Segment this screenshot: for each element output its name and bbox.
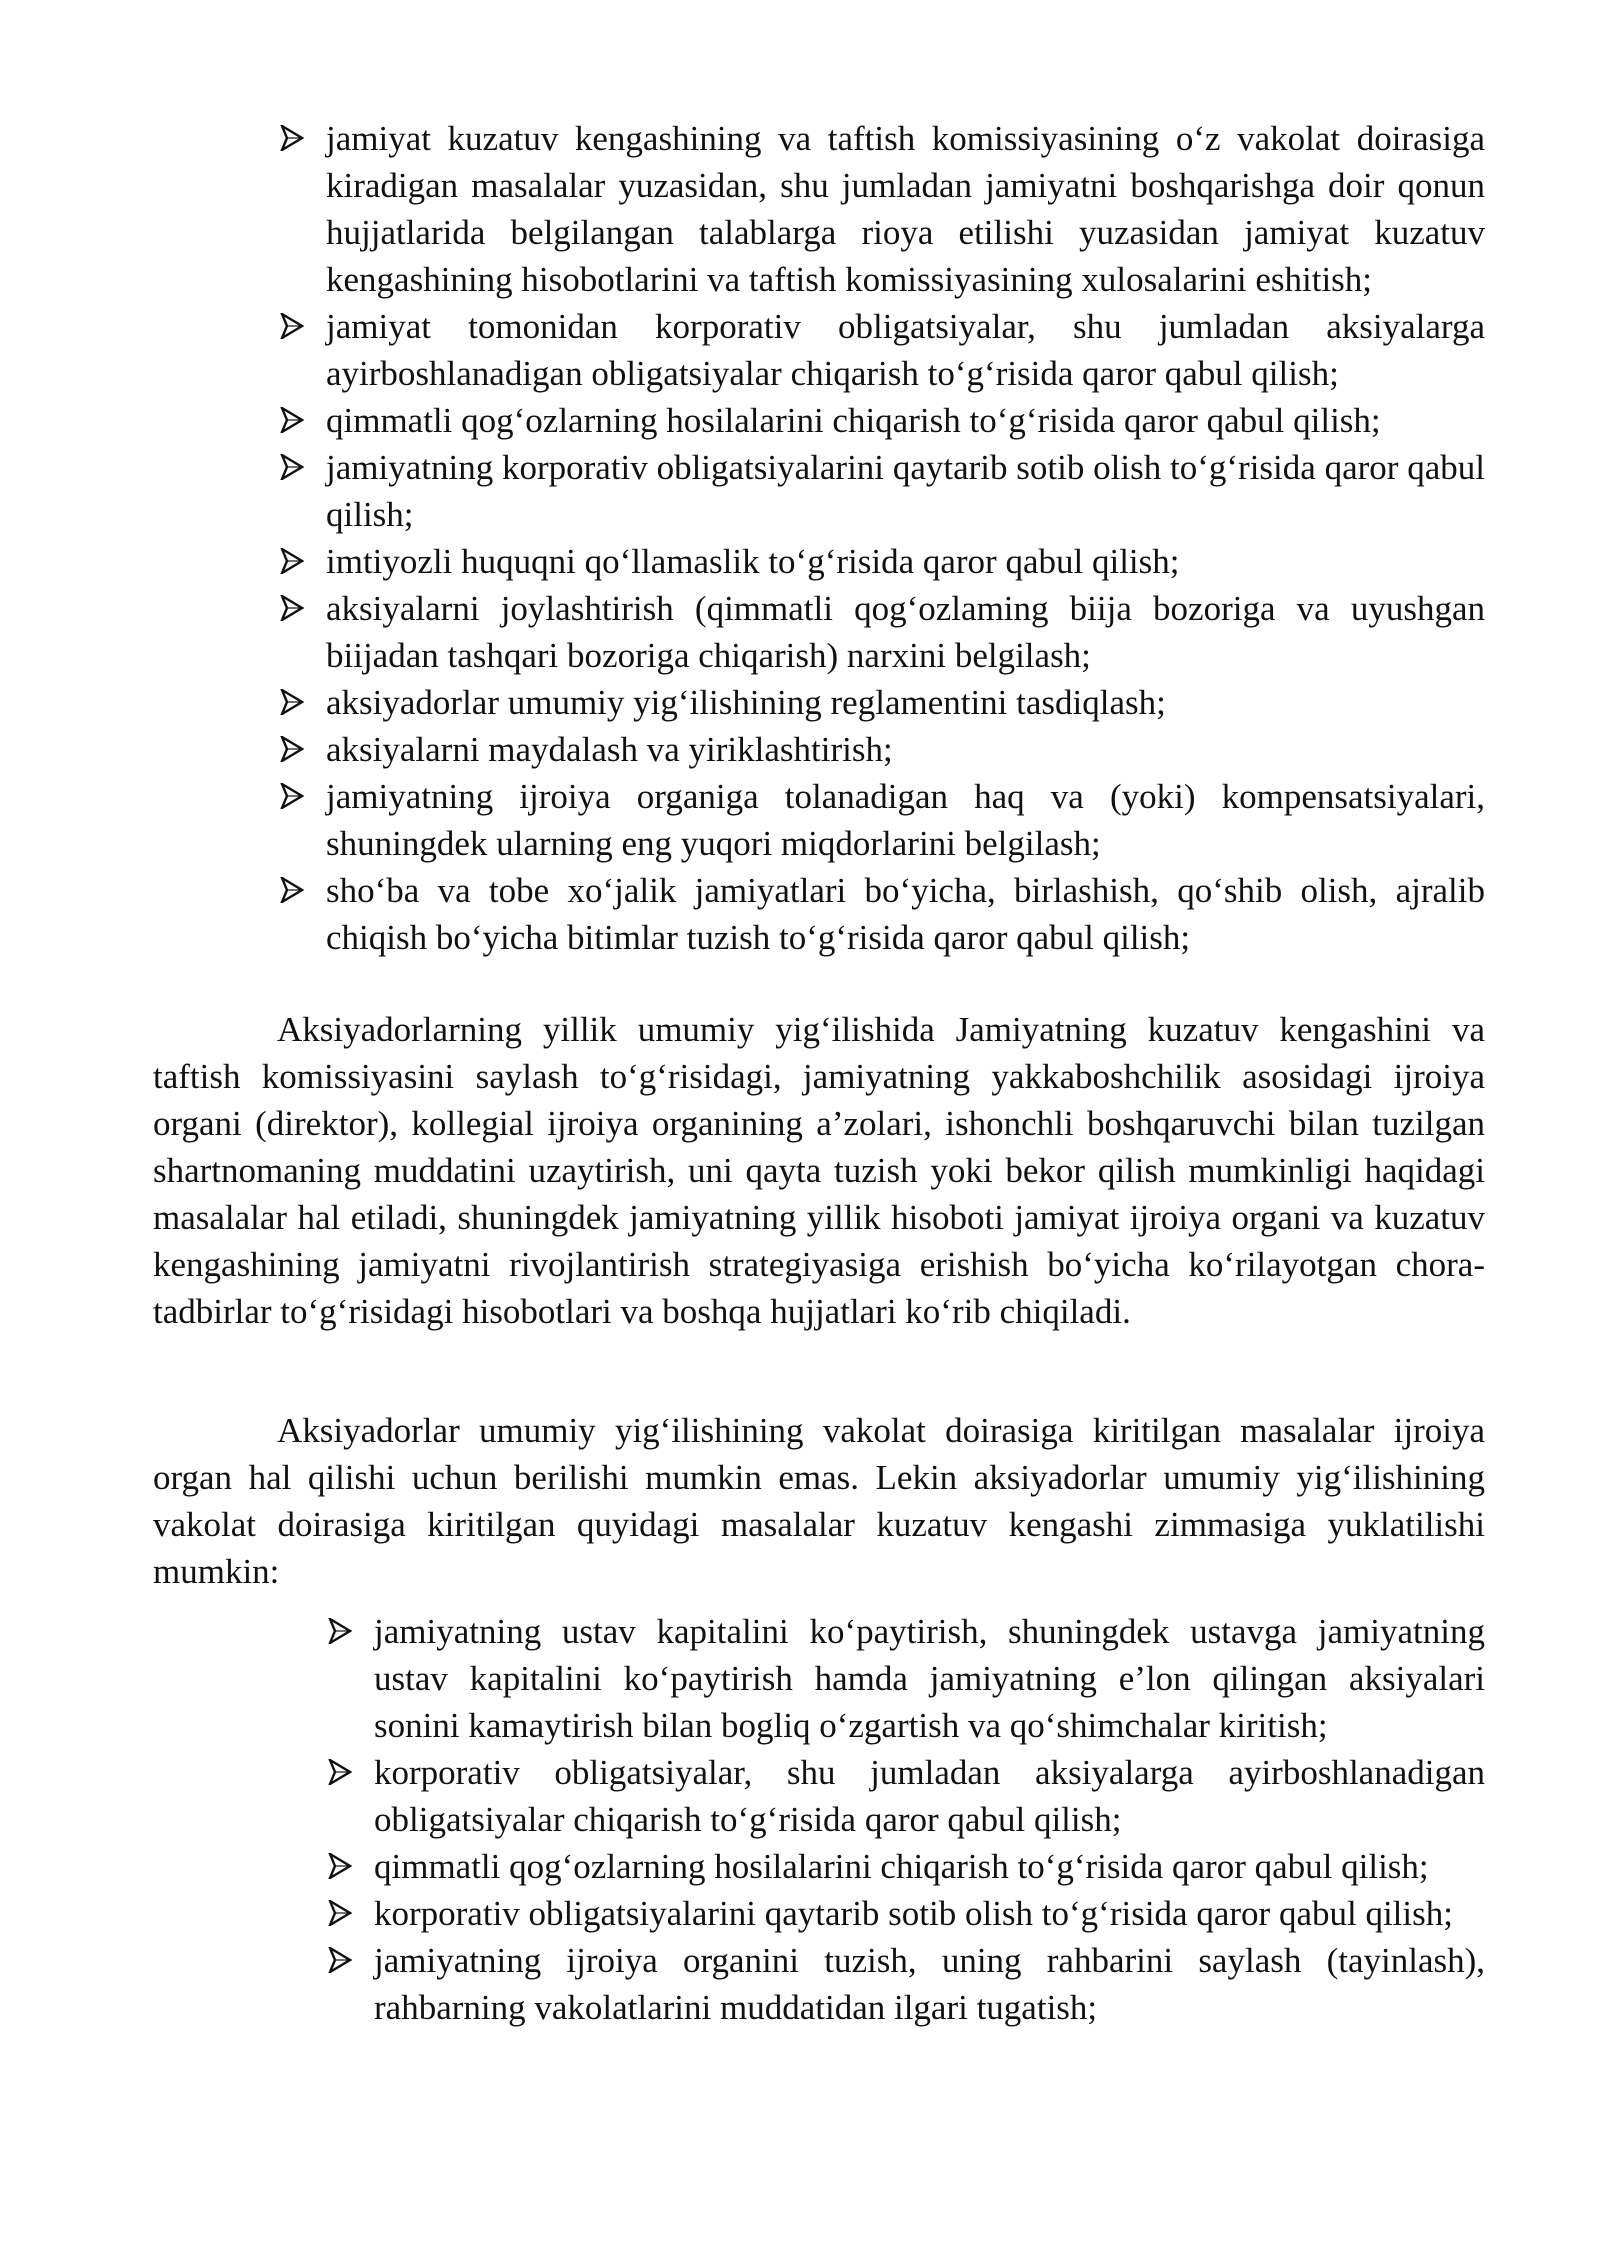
list-item-text: korporativ obligatsiyalar, shu jumladan aksiyalarga ayirboshlanadigan obligatsiyalar chiqarish to‘g‘risida qaror qabul qilish; [374,1753,1485,1839]
list-item-text: jamiyat tomonidan korporativ obligatsiyalar, shu jumladan aksiyalarga ayirboshlanadigan obligatsiyalar chiqarish to‘g‘risida qaror qabul qilish; [326,307,1485,393]
list-item [280,538,1485,585]
bullet-list-2 [328,1608,1485,2031]
list-item-text: qimmatli qog‘ozlarning hosilalarini chiqarish to‘g‘risida qaror qabul qilish; [326,401,1381,440]
paragraph-annual-meeting: Aksiyadorlarning yillik umumiy yig‘ilishida Jamiyatning kuzatuv kengashini va taftish komissiyasini saylash to‘g‘risidagi, jamiyatning yakkaboshchilik asosidagi ijroiya organi (direktor), kollegial ijroiya organining a’zolari, ishonchli boshqaruvchi bilan tuzilgan shartnomaning muddatini uzaytirish, uni qayta tuzish yoki bekor qilish mumkinligi haqidagi masalalar hal etiladi, shuningdek jamiyatning yillik hisoboti jamiyat ijroiya organi va kuzatuv kengashining jamiyatni rivojlantirish strategiyasiga erishish bo‘yicha ko‘rilayotgan chora-tadbirlar to‘g‘risidagi hisobotlari va boshqa hujjatlari ko‘rib chiqiladi. [153,1010,1485,1331]
list-item [328,1937,1485,2031]
list-item [280,867,1485,961]
list-item [328,1749,1485,1843]
arrowhead-bullet-icon [328,1608,358,1655]
arrowhead-bullet-icon [280,585,310,632]
arrowhead-bullet-icon [280,726,310,773]
list-item [280,585,1485,679]
arrowhead-bullet-icon [280,538,310,585]
list-item-text: jamiyatning ijroiya organiga tolanadigan haq va (yoki) kompensatsiyalari, shuningdek ularning eng yuqori miqdorlarini belgilash; [326,777,1485,863]
list-item [328,1608,1485,1749]
list-item [280,726,1485,773]
list-item-text: sho‘ba va tobe xo‘jalik jamiyatlari bo‘yicha, birlashish, qo‘shib olish, ajralib chiqish bo‘yicha bitimlar tuzish to‘g‘risida qaror qabul qilish; [326,871,1485,957]
list-item [328,1843,1485,1890]
arrowhead-bullet-icon [328,1890,358,1937]
list-item-text: aksiyalarni maydalash va yiriklashtirish; [326,730,893,769]
arrowhead-bullet-icon [328,1937,358,1984]
list-item [280,115,1485,303]
list-item-text: aksiyadorlar umumiy yig‘ilishining reglamentini tasdiqlash; [326,683,1166,722]
list-item-text: jamiyatning ustav kapitalini ko‘paytirish, shuningdek ustavga jamiyatning ustav kapitalini ko‘paytirish hamda jamiyatning e’lon qilingan aksiyalari sonini kamaytirish bilan bogliq o‘zgartish va qo‘shimchalar kiritish; [374,1612,1485,1745]
list-item-text: jamiyatning ijroiya organini tuzish, uning rahbarini saylash (tayinlash), rahbarning vakolatlarini muddatidan ilgari tugatish; [374,1941,1485,2027]
list-item [280,679,1485,726]
list-item [280,397,1485,444]
list-item-text: aksiyalarni joylashtirish (qimmatli qog‘ozlaming biija bozoriga va uyushgan biijadan tashqari bozoriga chiqarish) narxini belgilash; [326,589,1485,675]
list-item-text: qimmatli qog‘ozlarning hosilalarini chiqarish to‘g‘risida qaror qabul qilish; [374,1847,1429,1886]
paragraph-delegation: Aksiyadorlar umumiy yig‘ilishining vakolat doirasiga kiritilgan masalalar ijroiya organ hal qilishi uchun berilishi mumkin emas. Lekin aksiyadorlar umumiy yig‘ilishining vakolat doirasiga kiritilgan quyidagi masalalar kuzatuv kengashi zimmasiga yuklatilishi mumkin: [153,1411,1485,1591]
list-item [280,773,1485,867]
list-item-text: jamiyat kuzatuv kengashining va taftish komissiyasining o‘z vakolat doirasiga kiradigan masalalar yuzasidan, shu jumladan jamiyatni boshqarishga doir qonun hujjatlarida belgilangan talablarga rioya etilishi yuzasidan jamiyat kuzatuv kengashining hisobotlarini va taftish komissiyasining xulosalarini eshitish; [326,119,1485,299]
arrowhead-bullet-icon [280,444,310,491]
arrowhead-bullet-icon [280,679,310,726]
list-item-text: korporativ obligatsiyalarini qaytarib sotib olish to‘g‘risida qaror qabul qilish; [374,1894,1453,1933]
list-item-text: imtiyozli huquqni qo‘llamaslik to‘g‘risida qaror qabul qilish; [326,542,1180,581]
bullet-list-1 [280,115,1485,961]
arrowhead-bullet-icon [280,397,310,444]
arrowhead-bullet-icon [328,1749,358,1796]
arrowhead-bullet-icon [280,303,310,350]
arrowhead-bullet-icon [328,1843,358,1890]
list-item [328,1890,1485,1937]
list-item-text: jamiyatning korporativ obligatsiyalarini qaytarib sotib olish to‘g‘risida qaror qabul qilish; [326,448,1485,534]
arrowhead-bullet-icon [280,115,310,162]
arrowhead-bullet-icon [280,867,310,914]
list-item [280,303,1485,397]
list-item [280,444,1485,538]
arrowhead-bullet-icon [280,773,310,820]
